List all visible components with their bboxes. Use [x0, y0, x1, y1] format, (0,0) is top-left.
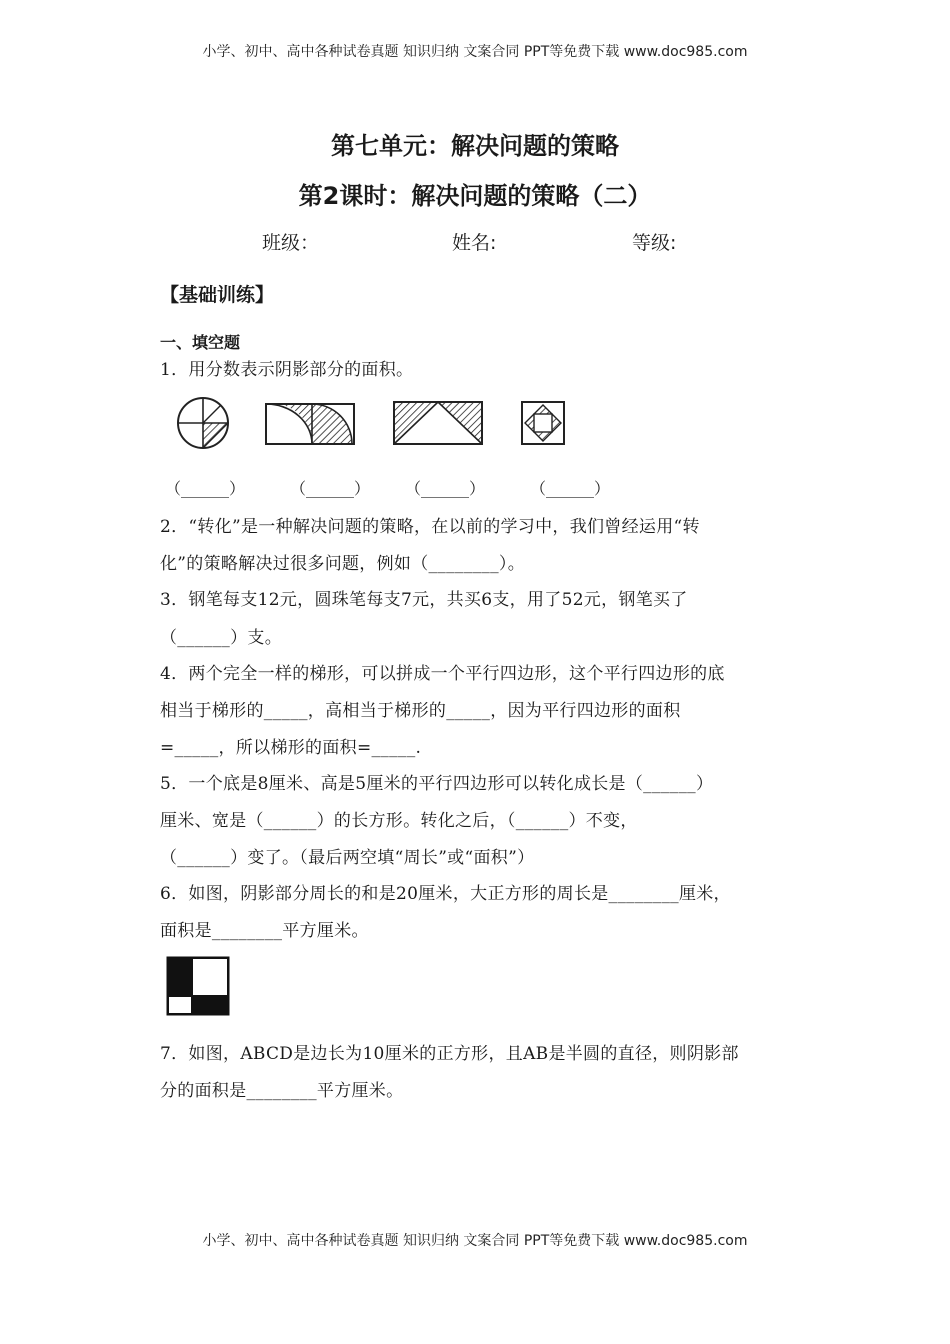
footer-banner: 小学、初中、高中各种试卷真题 知识归纳 文案合同 PPT等免费下载 www.doc985.com [202, 1233, 748, 1249]
section-heading: 【基础训练】 [160, 284, 275, 306]
q1-blank-2[interactable]: （______） [290, 479, 371, 498]
question-5-line-2: 厘米、宽是（______）的长方形。转化之后，（______）不变， [160, 811, 638, 831]
question-2-line-1: 2．“转化”是一种解决问题的策略，在以前的学习中，我们曾经运用“转 [160, 517, 700, 537]
q1-blank-3[interactable]: （______） [405, 479, 486, 498]
unit-title: 第七单元：解决问题的策略 [331, 132, 619, 160]
question-5-line-1: 5．一个底是8厘米、高是5厘米的平行四边形可以转化成长是（______） [160, 774, 714, 794]
question-6-line-1: 6．如图，阴影部分周长的和是20厘米，大正方形的周长是________厘米， [160, 884, 731, 904]
circle-figure [178, 398, 228, 448]
question-4-line-2: 相当于梯形的_____，高相当于梯形的_____，因为平行四边形的面积 [160, 701, 681, 721]
question-5-line-3: （______）变了。（最后两空填“周长”或“面积”） [160, 848, 535, 868]
q1-blank-1[interactable]: （______） [165, 479, 246, 498]
name-label: 姓名: [452, 232, 497, 254]
q1-blank-4[interactable]: （______） [530, 479, 611, 498]
question-3-line-1: 3．钢笔每支12元，圆珠笔每支7元，共买6支，用了52元，钢笔买了 [160, 590, 688, 610]
rectangle-quarter-figure [266, 404, 354, 444]
rectangle-triangle-figure [394, 402, 482, 444]
grade-label: 等级: [632, 232, 677, 254]
question-4-line-1: 4．两个完全一样的梯形，可以拼成一个平行四边形，这个平行四边形的底 [160, 664, 725, 684]
lesson-title: 第2课时：解决问题的策略（二） [298, 182, 652, 210]
q6-figure [166, 956, 230, 1016]
nested-squares-figure [522, 402, 564, 444]
question-6-line-2: 面积是________平方厘米。 [160, 921, 369, 941]
header-banner: 小学、初中、高中各种试卷真题 知识归纳 文案合同 PPT等免费下载 www.doc985.com [202, 44, 748, 60]
question-7-line-1: 7．如图，ABCD是边长为10厘米的正方形，且AB是半圆的直径，则阴影部 [160, 1044, 739, 1064]
question-1: 1．用分数表示阴影部分的面积。 [160, 360, 414, 380]
question-2-line-2: 化”的策略解决过很多问题，例如（________）。 [160, 554, 525, 574]
question-4-line-3: =_____，所以梯形的面积=_____. [160, 738, 422, 758]
q1-figures [160, 390, 590, 460]
class-label: 班级： [262, 232, 320, 254]
question-7-line-2: 分的面积是________平方厘米。 [160, 1081, 404, 1101]
question-3-line-2: （______）支。 [160, 628, 282, 648]
part-heading: 一、填空题 [160, 333, 241, 352]
